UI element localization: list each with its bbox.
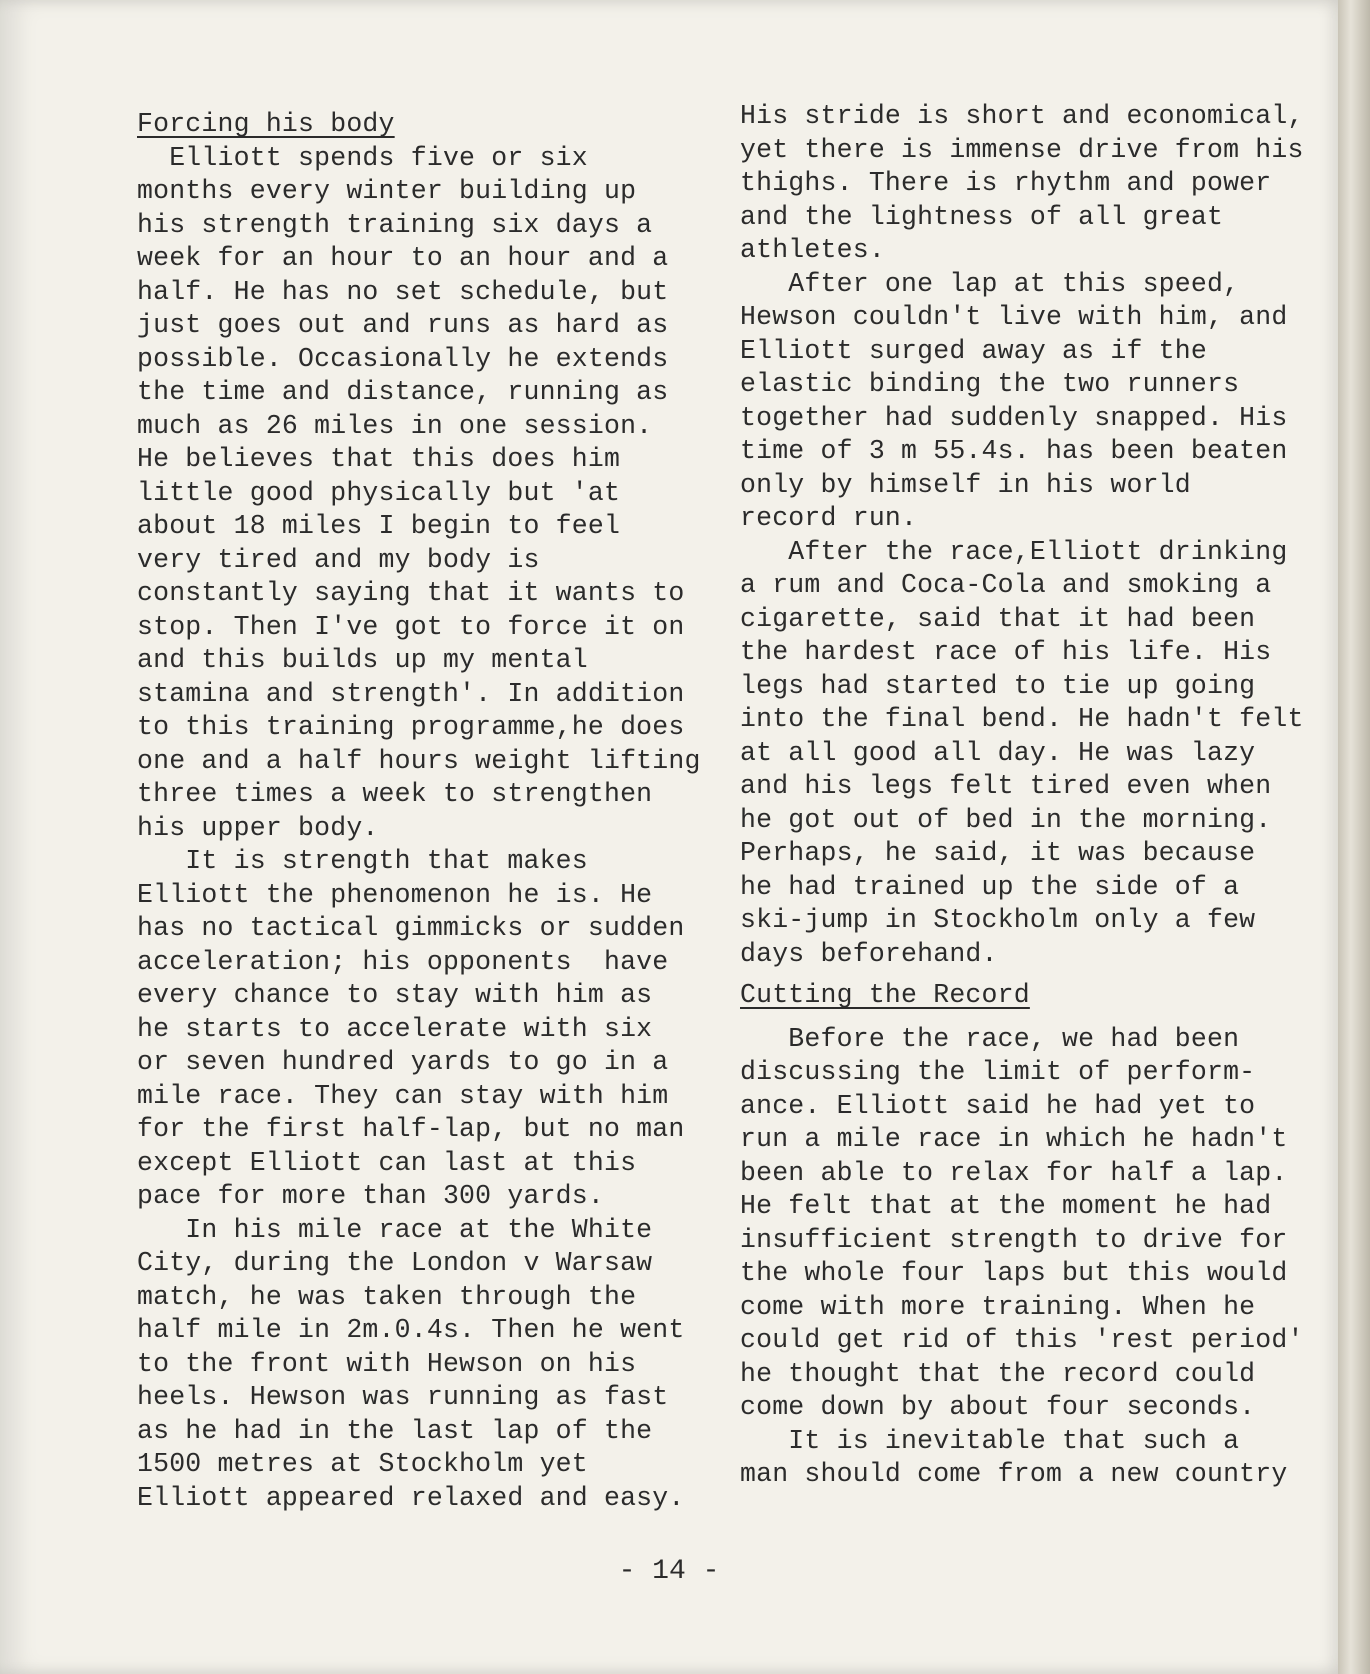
text-line: little good physically but 'at <box>137 477 621 508</box>
text-line: to the front with Hewson on his <box>137 1348 637 1379</box>
section-heading-forcing: Forcing his body <box>137 109 395 139</box>
page-number: - 14 - <box>618 1556 720 1587</box>
text-line: just goes out and runs as hard as <box>137 310 669 340</box>
text-line: stop. Then I've got to force it on <box>137 611 685 642</box>
text-line: Elliott spends five or six <box>137 142 588 173</box>
text-line: a rum and Coca-Cola and smoking a <box>740 570 1272 600</box>
text-line: run a mile race in which he hadn't <box>740 1124 1288 1154</box>
text-line: and the lightness of all great <box>740 201 1224 232</box>
text-line: been able to relax for half a lap. <box>740 1157 1288 1188</box>
text-line: week for an hour to an hour and a <box>137 243 669 273</box>
text-line: His stride is short and economical, <box>740 101 1304 131</box>
text-line: mile race. They can stay with him <box>137 1080 669 1111</box>
text-line: he had trained up the side of a <box>740 871 1240 902</box>
text-line: acceleration; his opponents have <box>137 946 669 977</box>
text-line: he thought that the record could <box>740 1358 1256 1389</box>
text-line: legs had started to tie up going <box>740 670 1256 701</box>
text-line: ance. Elliott said he had yet to <box>740 1090 1256 1121</box>
text-line: very tired and my body is <box>137 544 540 575</box>
text-line: constantly saying that it wants to <box>137 578 685 608</box>
left-column-body <box>137 142 737 1516</box>
text-line: or seven hundred yards to go in a <box>137 1047 669 1077</box>
text-line: half. He has no set schedule, but <box>137 276 669 307</box>
text-line: months every winter building up <box>137 176 637 206</box>
text-line: half mile in 2m.0.4s. Then he went <box>137 1315 685 1345</box>
right-column <box>740 100 1335 1492</box>
text-line: come with more training. When he <box>740 1291 1256 1322</box>
text-line: After one lap at this speed, <box>740 268 1240 299</box>
text-line: time of 3 m 55.4s. has been beaten <box>740 436 1288 466</box>
text-line: and this builds up my mental <box>137 645 588 675</box>
text-line: he starts to accelerate with six <box>137 1013 653 1044</box>
text-line: It is inevitable that such a <box>740 1425 1240 1456</box>
text-line: one and a half hours weight lifting <box>137 745 701 776</box>
text-line: into the final bend. He hadn't felt <box>740 704 1304 734</box>
right-column-body-before <box>740 100 1335 971</box>
text-line: the time and distance, running as <box>137 377 669 407</box>
text-line: ski-jump in Stockholm only a few <box>740 905 1256 935</box>
text-line: at all good all day. He was lazy <box>740 737 1256 768</box>
text-line: yet there is immense drive from his <box>740 134 1304 165</box>
text-line: he got out of bed in the morning. <box>740 804 1272 835</box>
text-line: record run. <box>740 503 918 533</box>
text-line: elastic binding the two runners <box>740 369 1240 399</box>
binding-edge <box>1338 0 1370 1674</box>
text-line: City, during the London v Warsaw <box>137 1248 653 1278</box>
text-line: Elliott surged away as if the <box>740 335 1207 366</box>
text-line: for the first half-lap, but no man <box>137 1114 685 1144</box>
text-line: come down by about four seconds. <box>740 1392 1256 1422</box>
text-line: cigarette, said that it had been <box>740 603 1256 634</box>
text-line: pace for more than 300 yards. <box>137 1181 604 1211</box>
text-line: Before the race, we had been <box>740 1023 1240 1054</box>
text-line: He felt that at the moment he had <box>740 1191 1272 1221</box>
right-column-body-after <box>740 1023 1335 1492</box>
text-line: Hewson couldn't live with him, and <box>740 302 1288 332</box>
text-line: has no tactical gimmicks or sudden <box>137 913 685 943</box>
text-line: It is strength that makes <box>137 846 588 876</box>
text-line: 1500 metres at Stockholm yet <box>137 1449 588 1479</box>
text-line: man should come from a new country <box>740 1459 1288 1489</box>
left-column <box>137 108 737 1515</box>
text-line: three times a week to strengthen <box>137 779 653 809</box>
text-line: together had suddenly snapped. His <box>740 402 1288 433</box>
text-line: could get rid of this 'rest period' <box>740 1325 1304 1355</box>
text-line: thighs. There is rhythm and power <box>740 168 1272 198</box>
text-line: every chance to stay with him as <box>137 980 653 1010</box>
text-line: Perhaps, he said, it was because <box>740 838 1256 868</box>
text-line: his strength training six days a <box>137 209 653 240</box>
text-line: athletes. <box>740 235 885 265</box>
text-line: insufficient strength to drive for <box>740 1224 1288 1255</box>
text-line: In his mile race at the White <box>137 1214 653 1245</box>
text-line: heels. Hewson was running as fast <box>137 1382 669 1412</box>
text-line: discussing the limit of perform- <box>740 1057 1256 1087</box>
text-line: as he had in the last lap of the <box>137 1415 653 1446</box>
text-line: match, he was taken through the <box>137 1281 637 1312</box>
text-line: to this training programme,he does <box>137 712 685 742</box>
text-line: Elliott appeared relaxed and easy. <box>137 1482 685 1513</box>
text-line: his upper body. <box>137 812 379 843</box>
text-line: possible. Occasionally he extends <box>137 343 669 374</box>
text-line: much as 26 miles in one session. <box>137 410 653 441</box>
text-line: days beforehand. <box>740 938 998 969</box>
text-line: only by himself in his world <box>740 469 1191 500</box>
text-line: the whole four laps but this would <box>740 1258 1288 1288</box>
text-line: except Elliott can last at this <box>137 1147 637 1178</box>
text-line: and his legs felt tired even when <box>740 771 1272 801</box>
text-line: stamina and strength'. In addition <box>137 678 685 709</box>
text-line: He believes that this does him <box>137 444 621 474</box>
text-line: about 18 miles I begin to feel <box>137 511 621 541</box>
section-heading-cutting: Cutting the Record <box>740 980 1030 1010</box>
text-line: Elliott the phenomenon he is. He <box>137 879 653 910</box>
text-line: After the race,Elliott drinking <box>740 536 1288 567</box>
text-line: the hardest race of his life. His <box>740 637 1272 667</box>
